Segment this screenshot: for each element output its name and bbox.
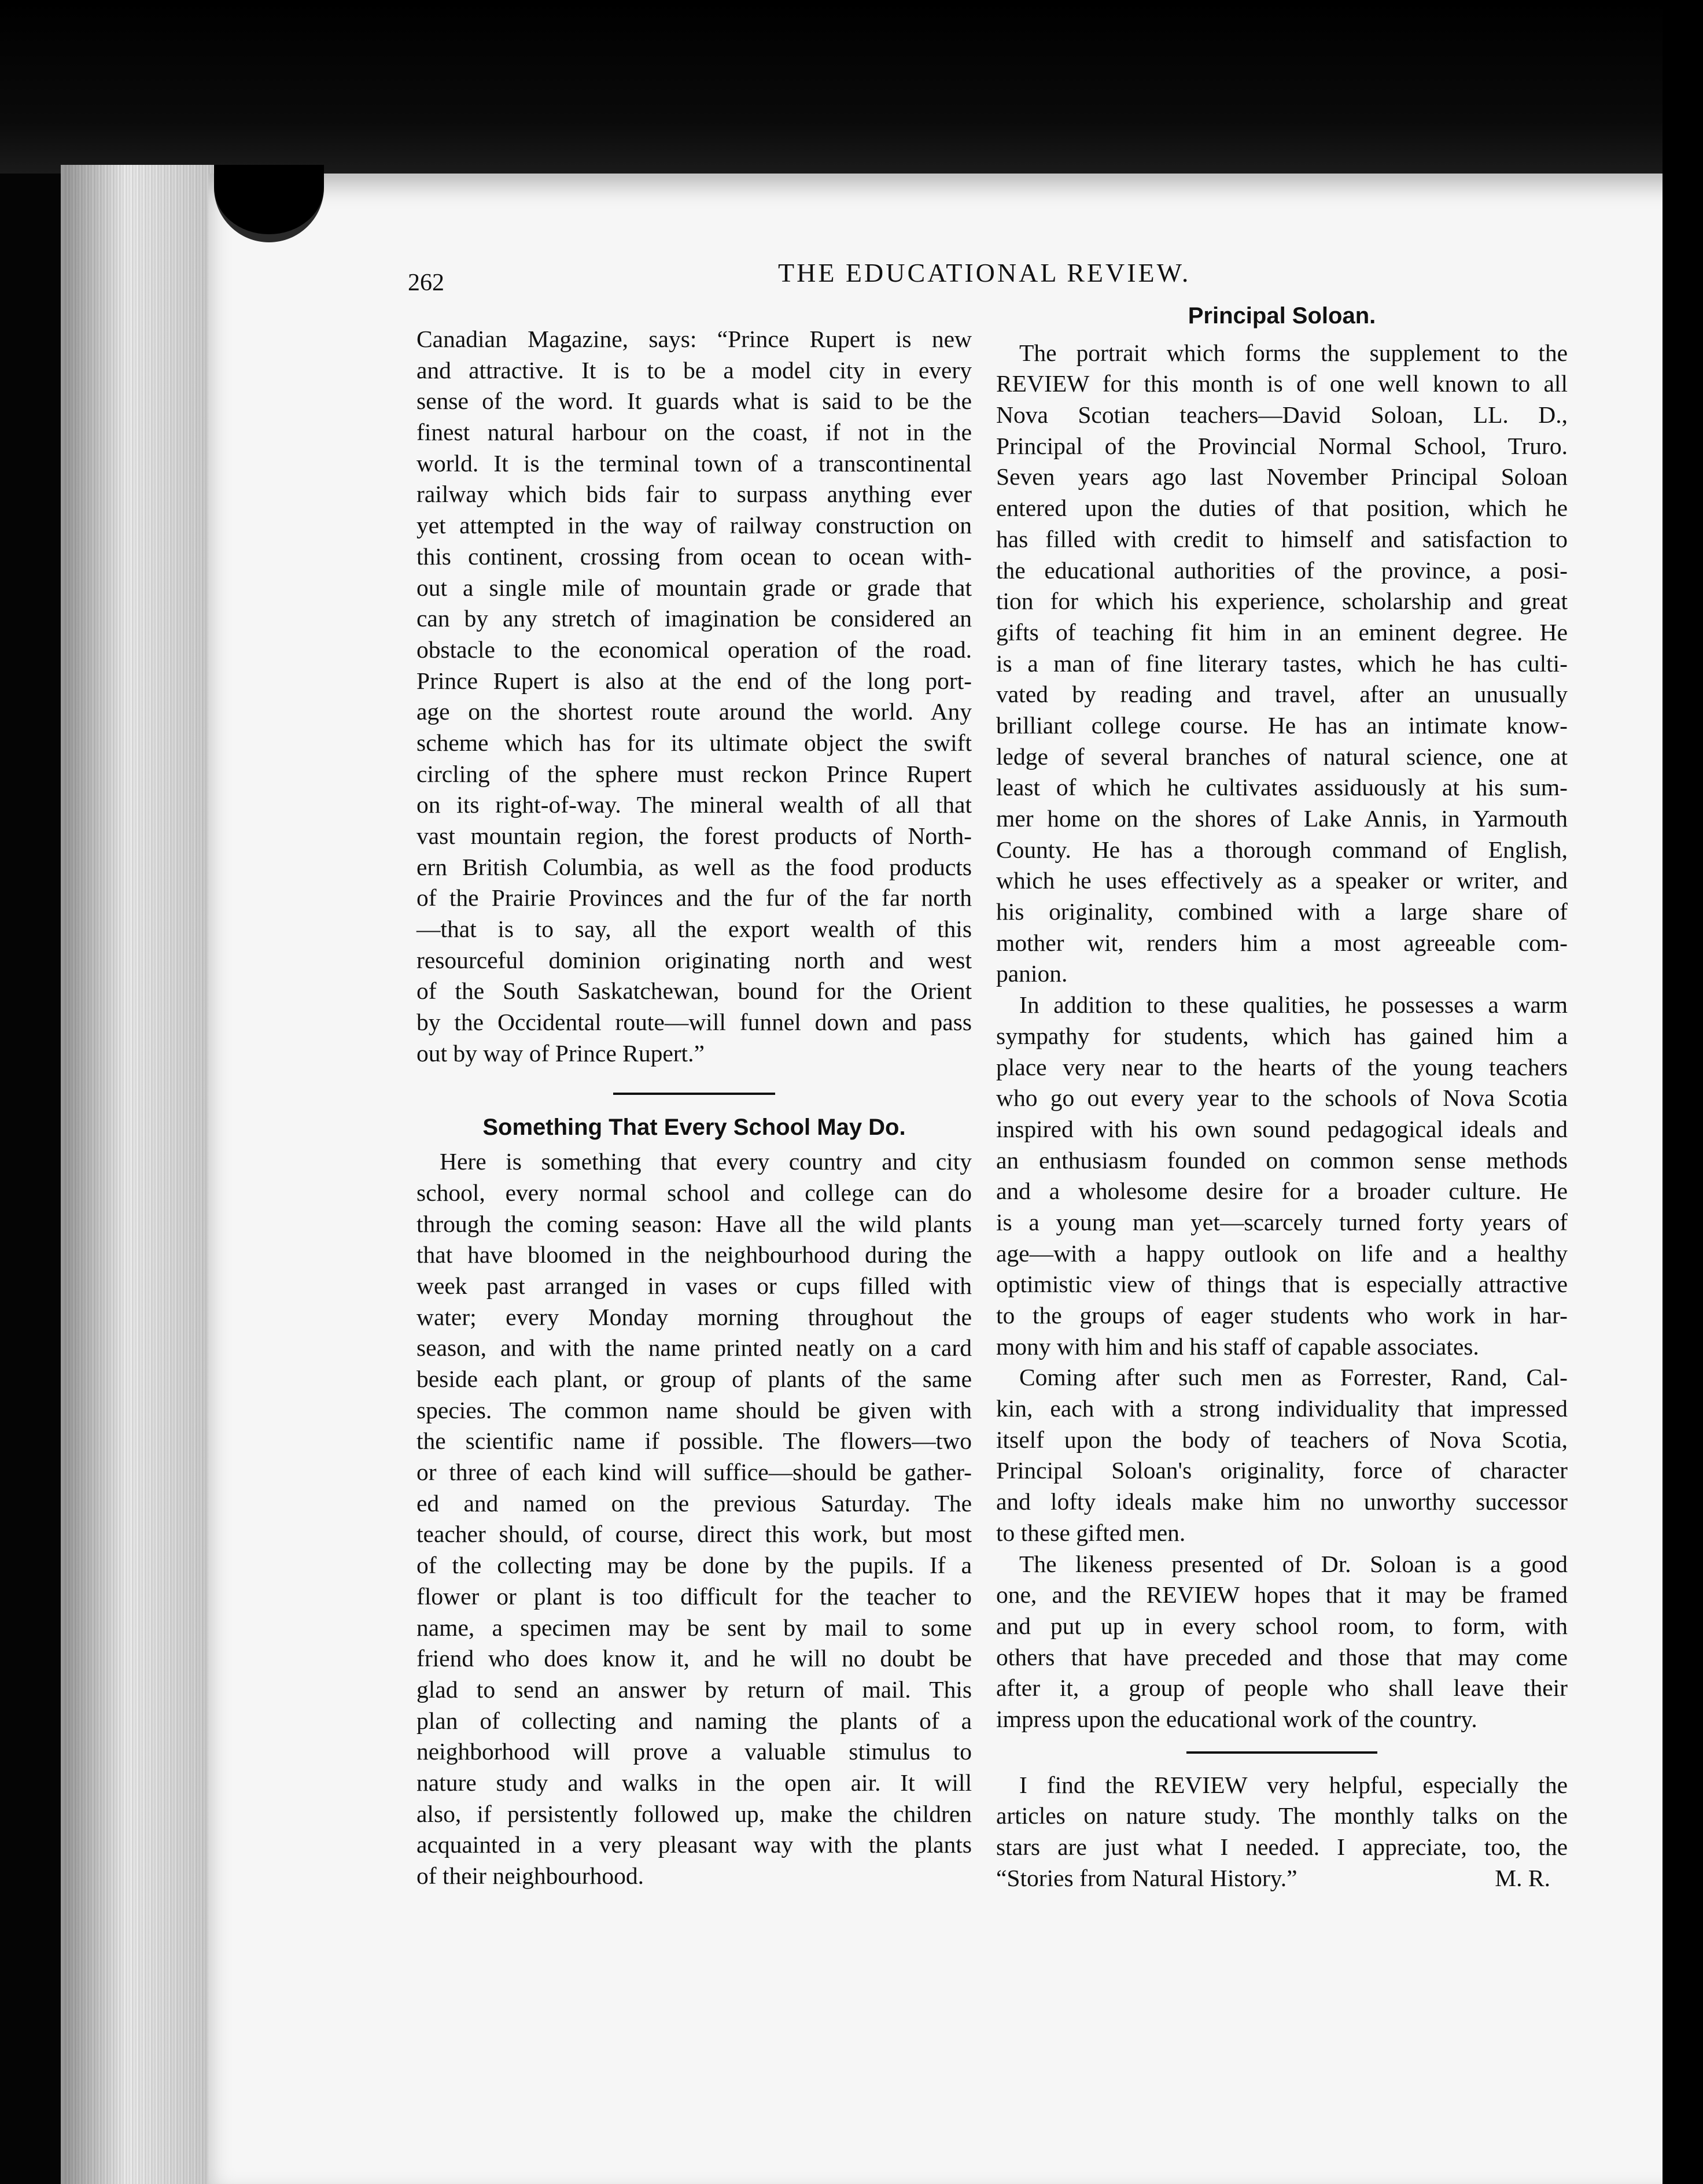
text-line: to the groups of eager students who work in har- bbox=[996, 1302, 1568, 1329]
book-page-edges bbox=[61, 165, 220, 2184]
text-line: is a man of fine literary tastes, which he has culti- bbox=[996, 650, 1568, 677]
text-line: Here is something that every country and city bbox=[440, 1148, 972, 1175]
text-line: REVIEW for this month is of one well known to all bbox=[996, 370, 1568, 397]
text-line: finest natural harbour on the coast, if not in the bbox=[416, 419, 972, 446]
text-line: is a young man yet—scarcely turned forty years of bbox=[996, 1208, 1568, 1235]
letter-signature: M. R. bbox=[1495, 1864, 1550, 1891]
text-line: and a wholesome desire for a broader culture. He bbox=[996, 1178, 1568, 1205]
text-line: —that is to say, all the export wealth of this bbox=[416, 916, 972, 943]
text-line: can by any stretch of imagination be considered an bbox=[416, 605, 972, 632]
text-line: and attractive. It is to be a model city in every bbox=[416, 356, 972, 383]
text-line: beside each plant, or group of plants of the same bbox=[416, 1366, 972, 1393]
text-line: school, every normal school and college can do bbox=[416, 1179, 972, 1206]
running-head: THE EDUCATIONAL REVIEW. bbox=[778, 258, 1191, 287]
page-number: 262 bbox=[408, 270, 444, 296]
text-line: teacher should, of course, direct this work, but most bbox=[416, 1521, 972, 1548]
text-line: circling of the sphere must reckon Prince Rupert bbox=[416, 760, 972, 787]
text-line: has filled with credit to himself and satisfaction to bbox=[996, 525, 1568, 552]
film-right-border bbox=[1663, 0, 1703, 2184]
text-line bbox=[996, 1863, 1568, 1894]
text-line: acquainted in a very pleasant way with the plants bbox=[416, 1831, 972, 1858]
text-line: this continent, crossing from ocean to ocean with- bbox=[416, 543, 972, 570]
text-line: vated by reading and travel, after an unusually bbox=[996, 681, 1568, 708]
text-line: County. He has a thorough command of English, bbox=[996, 836, 1568, 863]
text-line: yet attempted in the way of railway construction on bbox=[416, 512, 972, 539]
text-line: to these gifted men. bbox=[996, 1519, 1186, 1546]
text-line: after it, a group of people who shall leave their bbox=[996, 1674, 1568, 1702]
letter-closing-line: “Stories from Natural History.” bbox=[996, 1864, 1297, 1891]
text-line: vast mountain region, the forest products of North- bbox=[416, 822, 972, 849]
text-line: an enthusiasm founded on common sense methods bbox=[996, 1146, 1568, 1174]
text-line: also, if persistently followed up, make the children bbox=[416, 1800, 972, 1827]
text-line: ed and named on the previous Saturday. The bbox=[416, 1489, 972, 1517]
text-line: and lofty ideals make him no unworthy successor bbox=[996, 1488, 1568, 1515]
text-line: Principal of the Provincial Normal School, Truro. bbox=[996, 432, 1568, 459]
text-line: impress upon the educational work of the country. bbox=[996, 1705, 1477, 1732]
text-line: brilliant college course. He has an intimate know- bbox=[996, 711, 1568, 739]
text-line: The portrait which forms the supplement to the bbox=[1019, 339, 1568, 366]
text-line: world. It is the terminal town of a transcontinental bbox=[416, 449, 972, 477]
text-line: tion for which his experience, scholarship and great bbox=[996, 588, 1568, 615]
text-line: place very near to the hearts of the young teachers bbox=[996, 1053, 1568, 1080]
film-dark-border bbox=[0, 0, 1703, 174]
text-line: mony with him and his staff of capable associates. bbox=[996, 1333, 1479, 1360]
text-line: scheme which has for its ultimate object the swift bbox=[416, 729, 972, 756]
text-line: age on the shortest route around the world. Any bbox=[416, 698, 972, 725]
text-line: flower or plant is too difficult for the teacher to bbox=[416, 1582, 972, 1610]
text-line: that have bloomed in the neighbourhood during the bbox=[416, 1241, 972, 1268]
text-line: plan of collecting and naming the plants of a bbox=[416, 1707, 972, 1734]
text-line: obstacle to the economical operation of the road. bbox=[416, 636, 972, 663]
text-line: friend who does know it, and he will no doubt be bbox=[416, 1645, 972, 1672]
text-line: optimistic view of things that is especially attractive bbox=[996, 1271, 1568, 1298]
text-line: stars are just what I needed. I appreciate, too, the bbox=[996, 1833, 1568, 1861]
text-line: out a single mile of mountain grade or grade that bbox=[416, 574, 972, 601]
text-line: age—with a happy outlook on life and a healthy bbox=[996, 1239, 1568, 1267]
text-line: Prince Rupert is also at the end of the long port- bbox=[416, 667, 972, 694]
text-line: mer home on the shores of Lake Annis, in Yarmouth bbox=[996, 805, 1568, 832]
text-line: gifts of teaching fit him in an eminent degree. He bbox=[996, 618, 1568, 645]
text-line: neighborhood will prove a valuable stimulus to bbox=[416, 1738, 972, 1765]
paragraph bbox=[996, 990, 1568, 1362]
text-line: or three of each kind will suffice—should be gather- bbox=[416, 1459, 972, 1486]
text-line: Coming after such men as Forrester, Rand, Cal- bbox=[1019, 1364, 1568, 1391]
text-line: the educational authorities of the province, a posi- bbox=[996, 556, 1568, 584]
text-line: resourceful dominion originating north and west bbox=[416, 946, 972, 973]
paragraph bbox=[996, 1549, 1568, 1735]
text-line: which he uses effectively as a speaker or writer, and bbox=[996, 867, 1568, 894]
text-line: glad to send an answer by return of mail. This bbox=[416, 1676, 972, 1703]
left-column bbox=[416, 324, 972, 1892]
text-line: Principal Soloan's originality, force of character bbox=[996, 1457, 1568, 1484]
text-line: sympathy for students, which has gained him a bbox=[996, 1022, 1568, 1049]
text-line: by the Occidental route—will funnel down and pass bbox=[416, 1009, 972, 1036]
text-line: through the coming season: Have all the wild plants bbox=[416, 1210, 972, 1237]
text-line: itself upon the body of teachers of Nova Scotia, bbox=[996, 1426, 1568, 1453]
text-line: season, and with the name printed neatly on a card bbox=[416, 1334, 972, 1362]
text-line: out by way of Prince Rupert.” bbox=[416, 1039, 705, 1067]
text-line: In addition to these qualities, he possesses a warm bbox=[1019, 991, 1568, 1019]
text-line: his originality, combined with a large share of bbox=[996, 898, 1568, 925]
text-line: inspired with his own sound pedagogical ideals and bbox=[996, 1115, 1568, 1142]
text-line: water; every Monday morning throughout the bbox=[416, 1303, 972, 1330]
text-line: ern British Columbia, as well as the food products bbox=[416, 853, 972, 880]
right-column bbox=[996, 301, 1568, 1894]
text-line: panion. bbox=[996, 960, 1068, 987]
text-line: and put up in every school room, to form, with bbox=[996, 1612, 1568, 1639]
text-line: kin, each with a strong individuality that impressed bbox=[996, 1395, 1568, 1422]
article-body bbox=[416, 1146, 972, 1892]
text-line: one, and the REVIEW hopes that it may be framed bbox=[996, 1581, 1568, 1609]
text-line: least of which he cultivates assiduously at his sum- bbox=[996, 774, 1568, 801]
text-line: mother wit, renders him a most agreeable com- bbox=[996, 929, 1568, 956]
article-heading: Principal Soloan. bbox=[1188, 303, 1376, 329]
paragraph bbox=[996, 1362, 1568, 1548]
text-line: name, a specimen may be sent by mail to some bbox=[416, 1614, 972, 1641]
text-line: of their neighbourhood. bbox=[416, 1862, 644, 1890]
text-line: ledge of several branches of natural science, one at bbox=[996, 743, 1568, 770]
quote-block bbox=[416, 324, 972, 1069]
text-line: of the collecting may be done by the pupils. If a bbox=[416, 1552, 972, 1579]
text-line: week past arranged in vases or cups filled with bbox=[416, 1272, 972, 1299]
text-line: others that have preceded and those that may come bbox=[996, 1643, 1568, 1670]
text-line: on its right-of-way. The mineral wealth of all that bbox=[416, 791, 972, 818]
text-line: railway which bids fair to surpass anything ever bbox=[416, 481, 972, 508]
text-line: of the South Saskatchewan, bound for the Orient bbox=[416, 977, 972, 1005]
text-line: sense of the word. It guards what is said to be the bbox=[416, 388, 972, 415]
text-line: articles on nature study. The monthly talks on the bbox=[996, 1802, 1568, 1829]
reader-letter bbox=[996, 1770, 1568, 1894]
text-line: the scientific name if possible. The flowers—two bbox=[416, 1427, 972, 1455]
paragraph bbox=[996, 338, 1568, 990]
text-line: who go out every year to the schools of Nova Scotia bbox=[996, 1084, 1568, 1112]
text-line: Canadian Magazine, says: “Prince Rupert is new bbox=[416, 326, 972, 352]
text-line: species. The common name should be given with bbox=[416, 1396, 972, 1423]
text-line: Seven years ago last November Principal Soloan bbox=[996, 463, 1568, 490]
text-line: Nova Scotian teachers—David Soloan, LL. D., bbox=[996, 401, 1568, 429]
text-line: I find the REVIEW very helpful, especially the bbox=[1019, 1771, 1568, 1798]
text-line: entered upon the duties of that position, which he bbox=[996, 495, 1568, 522]
article-heading: Something That Every School May Do. bbox=[482, 1114, 906, 1140]
text-line: The likeness presented of Dr. Soloan is a good bbox=[1019, 1550, 1568, 1577]
text-line: nature study and walks in the open air. It will bbox=[416, 1769, 972, 1796]
text-line: of the Prairie Provinces and the fur of the far north bbox=[416, 884, 972, 912]
